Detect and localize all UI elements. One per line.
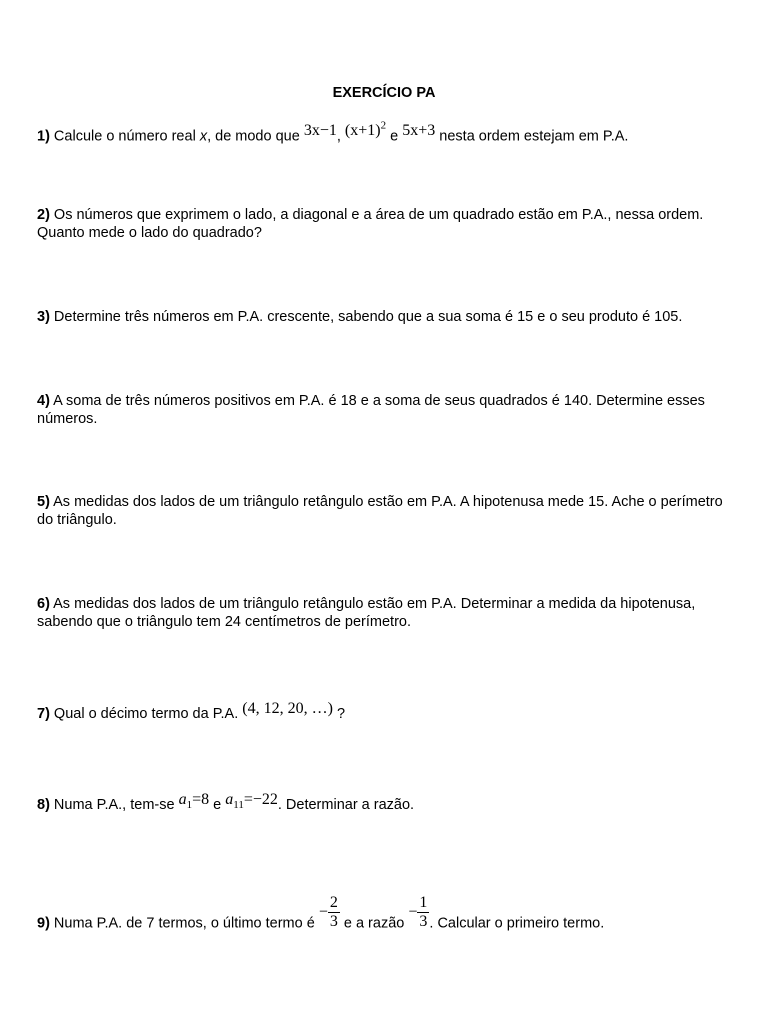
question-text: As medidas dos lados de um triângulo retângulo estão em P.A. Determinar a medida da hipotenusa, sabendo que o triângulo tem 24 centímetros de perímetro.	[37, 596, 696, 630]
question-6	[37, 595, 737, 631]
question-4	[37, 392, 737, 428]
question-text: ?	[332, 706, 346, 722]
page-title: EXERCÍCIO PA	[332, 85, 436, 101]
question-number: 7)	[37, 706, 50, 722]
question-text: . Calcular o primeiro termo.	[429, 915, 605, 932]
question-8	[37, 791, 737, 819]
question-number: 4)	[37, 393, 50, 409]
math-fraction-ratio: − $\frac{1}{3}$	[408, 894, 428, 930]
question-number: 9)	[37, 915, 50, 932]
question-text: , de modo que	[207, 128, 304, 145]
question-text: Determine três números em P.A. crescente, sabendo que a sua soma é 15 e o seu produto é 105.	[49, 309, 683, 325]
question-text: Qual o décimo termo da P.A.	[49, 706, 243, 722]
question-number: 1)	[37, 128, 50, 145]
conjunction: e	[386, 128, 403, 145]
question-text: As medidas dos lados de um triângulo retângulo estão em P.A. A hipotenusa mede 15. Ache o perímetro do triângulo.	[37, 494, 723, 528]
question-1	[37, 122, 737, 145]
question-number: 6)	[37, 596, 50, 612]
question-2	[37, 206, 737, 242]
math-fraction-last-term: − $\frac{2}{3}$	[318, 894, 338, 930]
math-term-2: $(x+1)^2$	[344, 120, 387, 140]
question-text: Os números que exprimem o lado, a diagonal e a área de um quadrado estão em P.A., nessa ordem. Quanto mede o lado do quadrado?	[37, 207, 704, 241]
question-number: 2)	[37, 207, 50, 223]
question-text: nesta ordem estejam em P.A.	[435, 128, 629, 145]
question-text: e a razão	[339, 915, 409, 932]
question-text: . Determinar a razão.	[277, 797, 415, 813]
question-number: 5)	[37, 494, 50, 510]
variable-x: x	[199, 128, 208, 145]
question-text: Calcule o número real	[49, 128, 200, 145]
math-a11: $a_{11}=-22$	[225, 791, 278, 812]
math-term-1: 3x−1	[303, 122, 337, 140]
math-term-3: 5x+3	[402, 122, 436, 140]
question-number: 3)	[37, 309, 50, 325]
conjunction: e	[209, 797, 226, 813]
math-sequence: (4, 12, 20, …)	[242, 700, 333, 717]
question-9	[37, 894, 737, 942]
math-a1: $a_1=8$	[178, 791, 210, 812]
question-5	[37, 493, 737, 529]
separator: ,	[336, 128, 345, 145]
question-text: Numa P.A. de 7 termos, o último termo é	[49, 915, 319, 932]
question-number: 8)	[37, 797, 50, 813]
question-3	[37, 308, 737, 326]
question-text: A soma de três números positivos em P.A. é 18 e a soma de seus quadrados é 140. Determine esses números.	[37, 393, 705, 427]
question-text: Numa P.A., tem-se	[49, 797, 179, 813]
question-7	[37, 700, 737, 723]
